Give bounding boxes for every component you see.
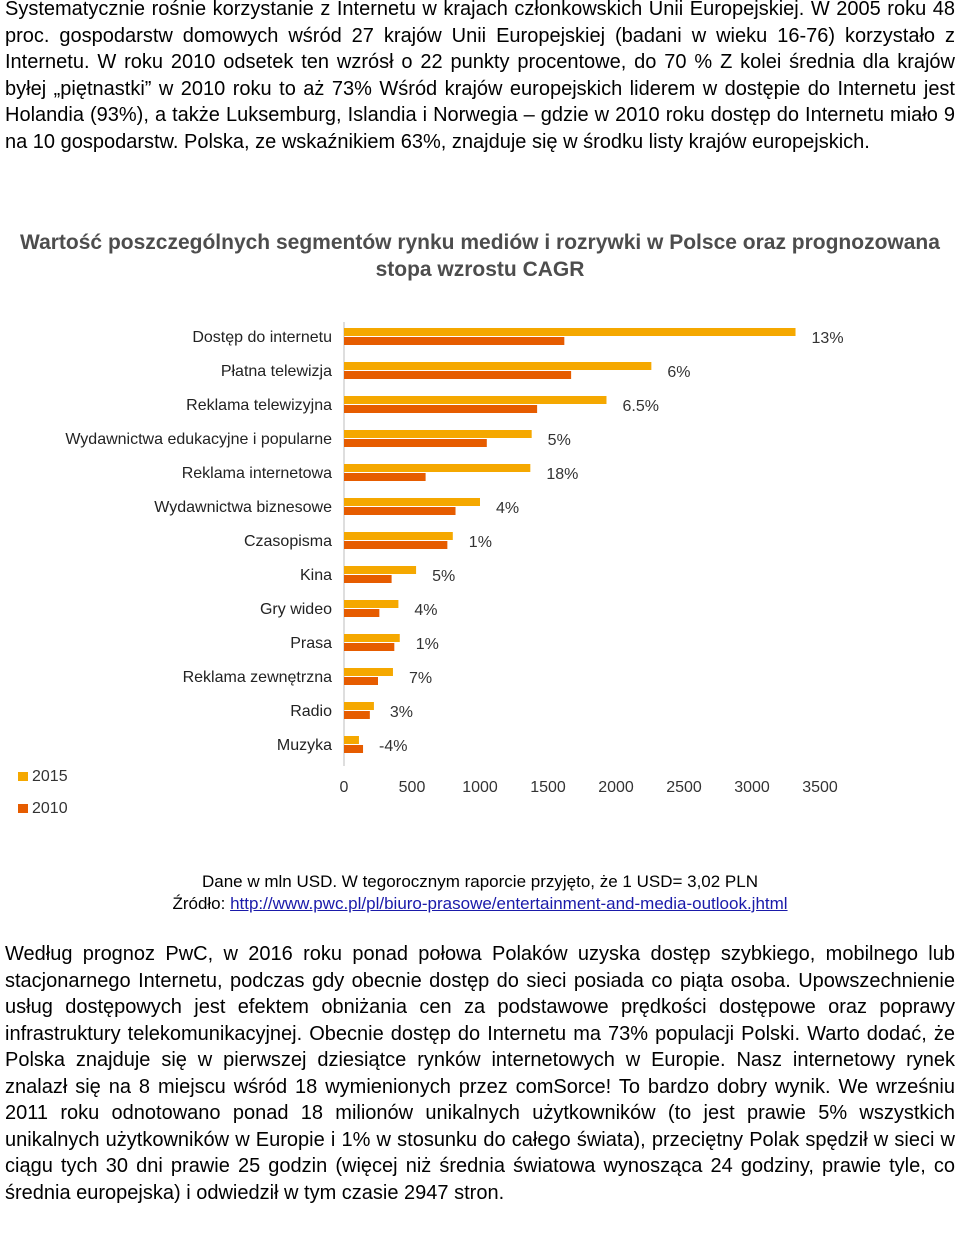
bar-2010: [344, 473, 426, 481]
category-label: Radio: [290, 703, 332, 720]
bar-2010: [344, 507, 456, 515]
category-label: Dostęp do internetu: [192, 329, 332, 346]
category-label: Wydawnictwa edukacyjne i popularne: [65, 431, 332, 448]
bar-2015: [344, 430, 532, 438]
body-paragraph: Według prognoz PwC, w 2016 roku ponad połowa Polaków uzyska dostęp szybkiego, mobilnego lub stacjonarnego Internetu, podczas gdy obecnie dostęp do sieci posiada co piąta osoba. Upowszechnienie usług dostępowych jest efektem obniżania cen za podstawowe prędkości dostępowe oraz poprawy infrastruktury telekomunikacyjnej. Obecnie dostęp do Internetu ma 73% populacji Polski. Warto dodać, że Polska znajduje się w pierwszej dziesiątce rynków internetowych w Europie. Nasz internetowy rynek znalazł się na 8 miejscu wśród 18 wymienionych przez comSorce! To bardzo dobry wynik. We wrześniu 2011 roku odnotowano ponad 18 milionów unikalnych użytkowników (to jest prawie 5% wszystkich unikalnych użytkowników w Europie i 1% w stosunku do całego świata), przeciętny Polak spędził w sieci w ciągu tych 30 dni prawie 25 godzin (więcej niż średnia światowa wynosząca 24 godziny, prawie tyle, co średnia europejska) i odwiedził w tym czasie 2947 stron.: [5, 943, 955, 1204]
category-label: Czasopisma: [243, 533, 332, 550]
bar-2010: [344, 643, 394, 651]
x-tick-label: 500: [398, 779, 426, 796]
growth-label: 7%: [408, 670, 433, 687]
growth-label: 1%: [468, 534, 492, 551]
category-label: Muzyka: [276, 737, 332, 754]
bar-2015: [344, 328, 796, 336]
x-tick-label: 1000: [462, 779, 498, 796]
growth-label: 4%: [496, 500, 520, 517]
bar-2010: [344, 745, 363, 753]
category-label: Kina: [299, 567, 332, 584]
growth-label: 13%: [811, 330, 844, 347]
bar-2010: [344, 541, 447, 549]
legend-swatch-2015: [18, 772, 28, 781]
category-label: Reklama internetowa: [181, 465, 332, 482]
x-tick-label: 2000: [598, 779, 634, 796]
bar-2015: [344, 498, 480, 506]
growth-label: 6.5%: [622, 398, 659, 415]
bar-2010: [344, 337, 564, 345]
bar-2015: [344, 736, 359, 744]
category-label: Gry wideo: [259, 601, 332, 618]
growth-label: 1%: [415, 636, 439, 653]
legend-label-2015: 2015: [32, 768, 68, 785]
bar-2010: [344, 405, 537, 413]
legend-swatch-2010: [18, 804, 28, 813]
growth-label: -4%: [379, 738, 408, 755]
growth-label: 6%: [667, 364, 691, 381]
category-label: Reklama zewnętrzna: [182, 669, 332, 686]
bar-2015: [344, 702, 374, 710]
chart-title: Wartość poszczególnych segmentów rynku mediów i rozrywki w Polsce oraz prognozowana stopa wzrostu CAGR: [20, 231, 940, 281]
category-label: Prasa: [290, 635, 332, 652]
bar-2010: [344, 439, 487, 447]
bar-2010: [344, 609, 379, 617]
bar-2010: [344, 711, 370, 719]
bar-2015: [344, 362, 651, 370]
bar-chart: [0, 318, 960, 817]
chart-caption-note: Dane w mln USD. W tegorocznym raporcie przyjęto, że 1 USD= 3,02 PLN: [201, 872, 759, 891]
bar-2010: [344, 677, 378, 685]
bar-2015: [344, 600, 398, 608]
bar-2010: [344, 575, 392, 583]
x-tick-label: 1500: [530, 779, 566, 796]
x-tick-label: 3000: [734, 779, 770, 796]
bar-2015: [344, 634, 400, 642]
growth-label: 18%: [546, 466, 579, 483]
chart-caption-source: [0, 893, 960, 914]
bar-2015: [344, 396, 606, 404]
source-link[interactable]: http://www.pwc.pl/pl/biuro-prasowe/entertainment-and-media-outlook.jhtml: [230, 894, 788, 913]
category-label: Płatna telewizja: [220, 363, 332, 380]
bar-2010: [344, 371, 571, 379]
bar-2015: [344, 668, 393, 676]
x-tick-label: 3500: [802, 779, 838, 796]
source-prefix: Źródło:: [172, 894, 231, 913]
intro-paragraph: Systematycznie rośnie korzystanie z Internetu w krajach członkowskich Unii Europejskiej. W 2005 roku 48 proc. gospodarstw domowych wśród 27 krajów Unii Europejskiej (badani w wieku 16-76) korzystało z Internetu. W roku 2010 odsetek ten wzrósł o 22 punkty procentowe, do 70 % Z kolei średnia dla krajów byłej „piętnastki” w 2010 roku to aż 73% Wśród krajów europejskich liderem w dostępie do Internetu jest Holandia (93%), a także Luksemburg, Islandia i Norwegia – gdzie w 2010 roku dostęp do Internetu miało 9 na 10 gospodarstw. Polska, ze wskaźnikiem 63%, znajduje się w środku listy krajów europejskich.: [5, 0, 955, 153]
bar-2015: [344, 566, 416, 574]
growth-label: 5%: [432, 568, 456, 585]
bar-2015: [344, 464, 530, 472]
legend-label-2010: 2010: [32, 800, 68, 817]
x-tick-label: 0: [339, 779, 349, 796]
x-tick-label: 2500: [666, 779, 702, 796]
category-label: Reklama telewizyjna: [186, 397, 332, 414]
growth-label: 4%: [414, 602, 438, 619]
category-label: Wydawnictwa biznesowe: [154, 499, 332, 516]
bar-2015: [344, 532, 453, 540]
growth-label: 5%: [547, 432, 571, 449]
growth-label: 3%: [389, 704, 414, 721]
